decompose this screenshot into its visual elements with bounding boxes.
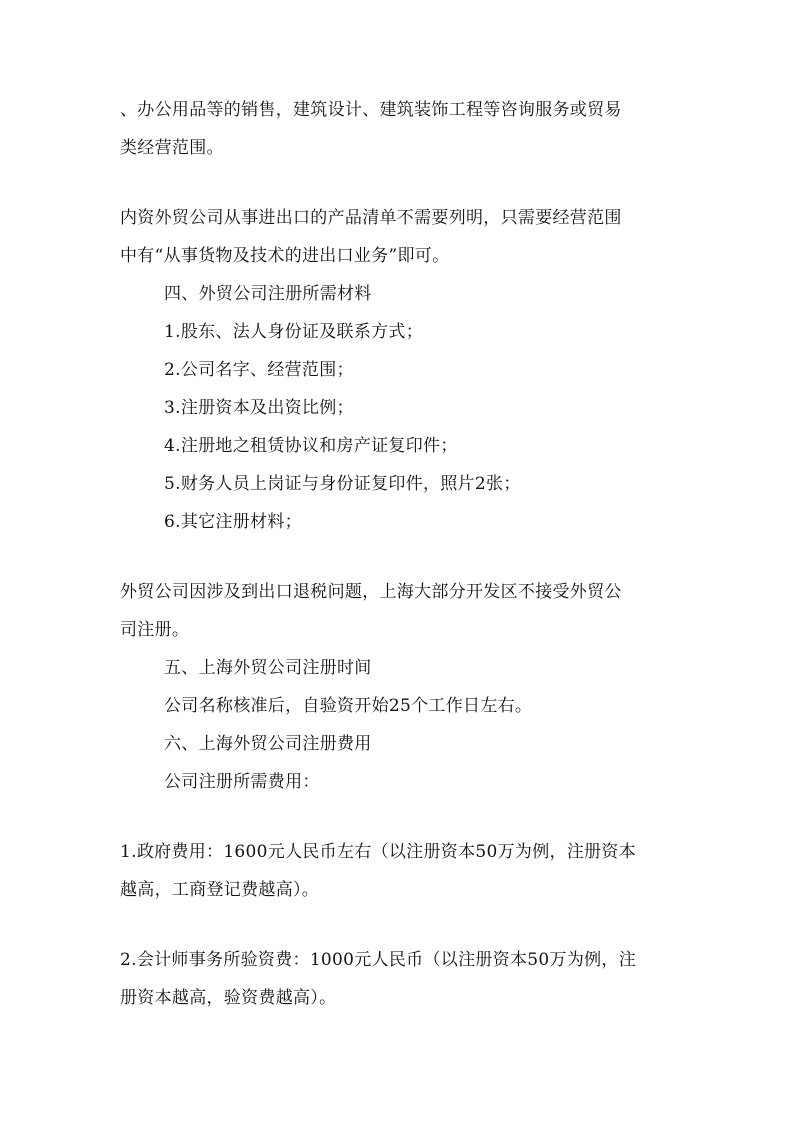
- list-item: 4.注册地之租赁协议和房产证复印件；: [164, 436, 458, 456]
- text-line: 、办公用品等的销售，建筑设计、建筑装饰工程等咨询服务或贸易: [120, 100, 622, 120]
- section-heading: 四、外贸公司注册所需材料: [164, 284, 372, 304]
- text-line: 越高，工商登记费越高）。: [120, 880, 320, 900]
- list-item: 5.财务人员上岗证与身份证复印件，照片2张；: [164, 474, 521, 494]
- text-line: 司注册。: [120, 620, 190, 640]
- section-heading: 五、上海外贸公司注册时间: [164, 658, 372, 678]
- text-line: 册资本越高，验资费越高）。: [120, 988, 337, 1008]
- list-item: 1.股东、法人身份证及联系方式；: [164, 322, 424, 342]
- text-line: 外贸公司因涉及到出口退税问题，上海大部分开发区不接受外贸公: [120, 582, 622, 602]
- list-item: 3.注册资本及出资比例；: [164, 398, 354, 418]
- text-line: 公司名称核准后，自验资开始25个工作日左右。: [164, 696, 533, 716]
- section-heading: 六、上海外贸公司注册费用: [164, 734, 372, 754]
- list-item: 6.其它注册材料；: [164, 512, 302, 532]
- text-line: 1.政府费用：1600元人民币左右（以注册资本50万为例，注册资本: [120, 842, 637, 862]
- text-line: 公司注册所需费用：: [164, 772, 320, 792]
- list-item: 2.公司名字、经营范围；: [164, 360, 354, 380]
- text-line: 内资外贸公司从事进出口的产品清单不需要列明，只需要经营范围: [120, 208, 622, 228]
- text-line: 类经营范围。: [120, 138, 224, 158]
- text-line: 中有“从事货物及技术的进出口业务”即可。: [120, 246, 450, 266]
- text-line: 2.会计师事务所验资费：1000元人民币（以注册资本50万为例，注: [120, 950, 637, 970]
